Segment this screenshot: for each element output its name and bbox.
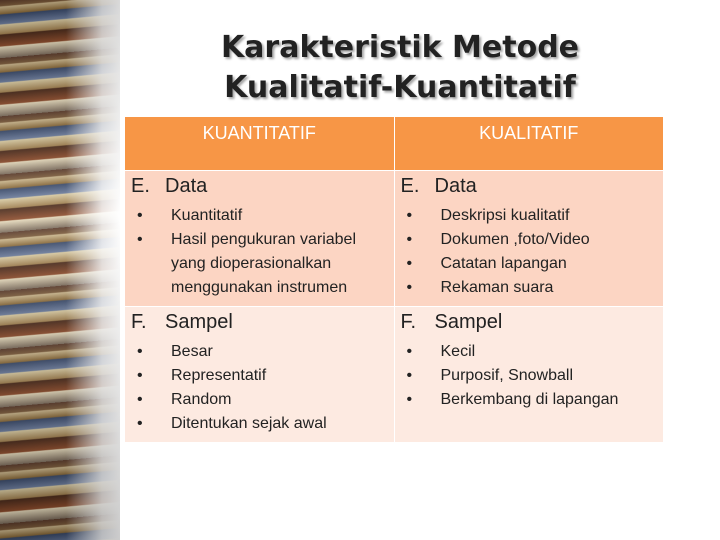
list-item: • Hasil pengukuran variabel yang dioperasionalkan menggunakan instrumen [131, 228, 390, 300]
list-item: • Deskripsi kualitatif [401, 204, 660, 228]
cell-sampel-kuantitatif [125, 307, 395, 443]
table-row [125, 171, 664, 307]
header-kuantitatif: KUANTITATIF [125, 117, 395, 171]
list-item: • Berkembang di lapangan [401, 388, 660, 412]
section-heading: E. Data [131, 175, 208, 197]
list-item: • Besar [131, 340, 390, 364]
bullet-list [401, 204, 660, 300]
table-row [125, 307, 664, 443]
books-background-image [0, 0, 120, 540]
bullet-list [401, 340, 660, 412]
bullet-list [131, 204, 390, 300]
list-item: • Kecil [401, 340, 660, 364]
bullet-list [131, 340, 390, 436]
comparison-table [124, 116, 664, 443]
section-heading: F. Sampel [131, 311, 233, 333]
list-item: • Purposif, Snowball [401, 364, 660, 388]
section-heading: F. Sampel [400, 311, 503, 333]
list-item: • Rekaman suara [401, 276, 660, 300]
list-item: • Dokumen ,foto/Video [401, 228, 660, 252]
list-item: • Representatif [131, 364, 390, 388]
list-item: • Kuantitatif [131, 204, 390, 228]
header-kualitatif: KUALITATIF [394, 117, 664, 171]
list-item: • Ditentukan sejak awal [131, 412, 390, 436]
cell-sampel-kualitatif [394, 307, 664, 443]
cell-data-kuantitatif [125, 171, 395, 307]
section-heading: E. Data [400, 175, 477, 197]
list-item: • Random [131, 388, 390, 412]
cell-data-kualitatif [394, 171, 664, 307]
list-item: • Catatan lapangan [401, 252, 660, 276]
slide-title: Karakteristik Metode Kualitatif-Kuantitatif [220, 30, 580, 105]
